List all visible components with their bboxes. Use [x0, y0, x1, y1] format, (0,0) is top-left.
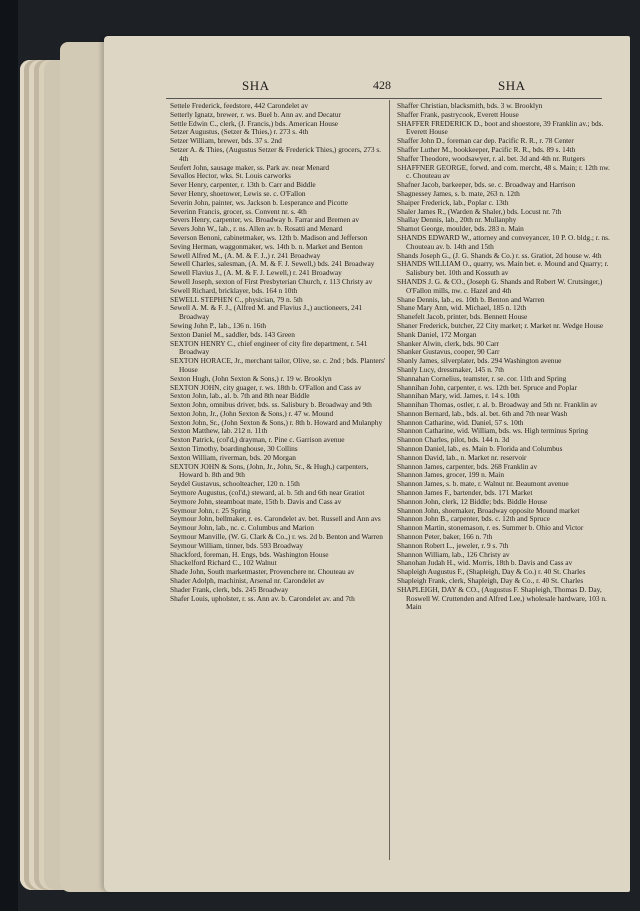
directory-entry: Shank Daniel, 172 Morgan: [397, 329, 477, 339]
directory-entry: Sexton John, Jr., (John Sexton & Sons,) r. 47 w. Mound: [170, 408, 334, 418]
column-divider: [389, 100, 390, 860]
directory-entry: Seymour Manville, (W. G. Clark & Co.,) r. ws. 2d b. Benton and Warren: [170, 532, 383, 542]
directory-entry: SEXTON JOHN, city guager, r. ws. 18th b. O'Fallon and Cass av: [170, 382, 362, 392]
directory-entry: Shanker Alwin, clerk, bds. 90 Carr: [397, 338, 499, 348]
book-binding: [0, 0, 18, 911]
directory-entry: Seymour John, bellmaker, r. es. Carondelet av. bet. Russell and Ann avs: [170, 514, 381, 524]
directory-entry: SHANDS J. G. & CO., (Joseph G. Shands and Robert W. Crutsinger,) O'Fallon mills, nw. c. Hazel and 4th: [397, 276, 603, 295]
header-left: SHA: [242, 78, 270, 93]
directory-entry: Shafner Jacob, barkeeper, bds. se. c. Broadway and Harrison: [397, 180, 576, 190]
directory-entry: Shannon Peter, baker, 166 n. 7th: [397, 532, 493, 542]
directory-entry: Sever Henry, shoetower, Lewis se. c. O'Fallon: [170, 188, 306, 198]
directory-entry: Shapleigh Frank, clerk, Shapleigh, Day & Co., r. 40 St. Charles: [397, 576, 584, 586]
directory-entry: Shannon Robert L., jeweler, r. 9 s. 7th: [397, 540, 509, 550]
directory-entry: Shane Mary Ann, wid. Michael, 185 n. 12th: [397, 303, 527, 313]
directory-entry: Shannon William, lab., 126 Christy av: [397, 549, 510, 559]
directory-entry: Sevallos Hector, wks. St. Louis carworks: [170, 171, 291, 181]
directory-entry: Shafer Louis, upholster, r. ss. Ann av. b. Carondelet av. and 7th: [170, 593, 355, 603]
directory-entry: SEXTON HENRY C., chief engineer of city fire department, r. 541 Broadway: [170, 338, 368, 357]
directory-entry: Shannon Charles, pilot, bds. 144 n. 3d: [397, 435, 510, 445]
directory-entry: Sexton John, omnibus driver, bds. ss. Salisbury b. Broadway and 9th: [170, 400, 372, 410]
directory-entry: Shannon James, grocer, 199 n. Main: [397, 470, 504, 480]
directory-entry: Setzer William, brewer, bds. 37 s. 2nd: [170, 136, 282, 146]
directory-entry: Shannon John, clerk, 12 Biddle; bds. Biddle House: [397, 496, 548, 506]
directory-entry: Shaler James R., (Warden & Shaler,) bds. Locust nr. 7th: [397, 206, 562, 216]
directory-entry: Shands Joseph G., (J. G. Shands & Co.) r. ss. Gratiot, 2d house w. 4th: [397, 250, 602, 260]
directory-entry: Shanefelt Jacob, printer, bds. Bennett House: [397, 312, 528, 322]
directory-entry: Shagnessey James, s. b. mate, 263 n. 12th: [397, 188, 520, 198]
directory-entry: Shannon James, carpenter, bds. 268 Franklin av: [397, 461, 538, 471]
directory-entry: Shannon John, shoemaker, Broadway opposite Mound market: [397, 505, 580, 515]
page-number: 428: [373, 78, 391, 92]
directory-entry: Shannon Daniel, lab., es. Main b. Florida and Columbus: [397, 444, 563, 454]
directory-entry: Shamot George, moulder, bds. 283 n. Main: [397, 224, 524, 234]
directory-entry: Shannihan John, carpenter, r. ws. 12th bet. Spruce and Poplar: [397, 382, 577, 392]
directory-entry: Shackford, foreman, H. Engs, bds. Washington House: [170, 549, 329, 559]
directory-entry: Sexton Daniel M., saddler, bds. 143 Green: [170, 329, 295, 339]
directory-entry: SEXTON HORACE, Jr., merchant tailor, Olive, se. c. 2nd ; bds. Planters' House: [170, 356, 386, 374]
directory-entry: Seymour William, tinner, bds. 593 Broadway: [170, 540, 304, 550]
directory-entry: Sexton John, lab., al. b. 7th and 8th near Biddle: [170, 391, 310, 401]
directory-entry: Shaffer Theodore, woodsawyer, r. al. bet. 3d and 4th nr. Rutgers: [397, 153, 585, 163]
page-header: [104, 78, 630, 96]
directory-entry: Seymour John, r. 25 Spring: [170, 505, 251, 515]
directory-entry: Shannon Catharine, wid. William, bds. ws. High terminus Spring: [397, 426, 589, 436]
directory-entry: SHAFFER FREDERICK D., boot and shoestore, 39 Franklin av.; bds. Everett House: [397, 118, 604, 137]
directory-entry: Sewell Charles, salesman, (A. M. & F. J. Sewell,) bds. 241 Broadway: [170, 259, 375, 269]
directory-entry: Setterly Ignatz, brewer, r. ws. Buel b. Ann av. and Decatur: [170, 109, 341, 119]
directory-entry: Seymore John, steamboat mate, 15th b. Davis and Cass av: [170, 496, 342, 506]
directory-entry: SEXTON JOHN & Sons, (John, Jr., John, Sr., & Hugh,) carpenters, Howard b. 8th and 9th: [170, 461, 369, 480]
left-column: [170, 102, 388, 603]
directory-entry: Severin John, painter, ws. Jackson b. Lesperance and Picotte: [170, 197, 348, 207]
directory-entry: Sewell Richard, bricklayer, bds. 164 n 10th: [170, 285, 298, 295]
directory-entry: Seymore Augustus, (col'd,) steward, al. b. 5th and 6th near Gratiot: [170, 488, 365, 498]
directory-entry: Severs Henry, carpenter, ws. Broadway b. Farrar and Bremen av: [170, 215, 360, 225]
directory-entry: Sewing John P., lab., 136 n. 16th: [170, 320, 267, 330]
directory-entry: Shanly James, silverplater, bds. 294 Washington avenue: [397, 356, 562, 366]
directory-entry: Shannon James F., bartender, bds. 171 Market: [397, 488, 533, 498]
directory-entry: Sewell Alfred M., (A. M. & F. J.,) r. 241 Broadway: [170, 250, 321, 260]
directory-entry: Shader Adolph, machinist, Arsenal nr. Carondelet av: [170, 576, 325, 586]
directory-entry: Severs John W., lab., r. ns. Allen av. b. Rosatti and Menard: [170, 224, 343, 234]
directory-entry: Shannahan Cornelius, teamster, r. se. cor. 11th and Spring: [397, 373, 567, 383]
directory-entry: Seufert John, sausage maker, ss. Park av. near Menard: [170, 162, 330, 172]
directory-entry: Sexton John, Sr., (John Sexton & Sons,) r. 8th b. Howard and Mulanphy: [170, 417, 383, 427]
right-column: [397, 102, 615, 612]
directory-entry: SHAFFNER GEORGE, forwd. and com. mercht, 48 s. Main; r. 12th nw. c. Chouteau av: [397, 162, 610, 181]
directory-entry: Sever Henry, carpenter, r. 13th b. Carr and Biddle: [170, 180, 316, 190]
directory-entry: SHANDS EDWARD W., attorney and conveyancer, 10 P. O. bldg.; r. ns. Chouteau av. b. 14th and 15th: [397, 232, 610, 251]
directory-entry: SEWELL STEPHEN C., physician, 79 n. 5th: [170, 294, 303, 304]
directory-entry: Shade John, South marketmaster, Provenchere nr. Chouteau av: [170, 567, 355, 577]
directory-entry: Shaffer Luther M., bookkeeper, Pacific R. R., bds. 89 s. 14th: [397, 144, 576, 154]
directory-entry: Shannihan Thomas, ostler, r. al. b. Broadway and 5th nr. Franklin av: [397, 400, 598, 410]
directory-entry: Seving Herman, waggonmaker, ws. 14th b. n. Market and Benton: [170, 241, 363, 251]
directory-entry: Shanker Gustavus, cooper, 90 Carr: [397, 347, 500, 357]
directory-entry: Sexton Timothy, boardinghouse, 30 Collins: [170, 444, 298, 454]
directory-entry: Seydel Gustavus, schoolteacher, 120 n. 15th: [170, 479, 300, 489]
directory-entry: SHAPLEIGH, DAY & CO., (Augustus F. Shapleigh, Thomas D. Day, Roswell W. Cruttenden and Alfred Lee,) wholesale hardware, 103 n. Main: [397, 584, 607, 612]
directory-entry: Shackelford Richard C., 102 Walnut: [170, 558, 277, 568]
directory-entry: Severinn Francis, grocer, ss. Convent nr. s. 4th: [170, 206, 307, 216]
directory-entry: Shaffer John D., foreman car dep. Pacific R. R., r. 78 Center: [397, 136, 574, 146]
directory-entry: Shaner Frederick, butcher, 22 City market; r. Market nr. Wedge House: [397, 320, 604, 330]
directory-entry: Severson Benoni, cabinetmaker, ws. 12th b. Madison and Jefferson: [170, 232, 368, 242]
header-right: SHA: [498, 78, 526, 93]
directory-entry: Shader Frank, clerk, bds. 245 Broadway: [170, 584, 289, 594]
header-rule: [166, 98, 602, 99]
directory-entry: Setzer Augustus, (Setzer & Thies,) r. 273 s. 4th: [170, 127, 309, 137]
directory-entry: Shannon John B., carpenter, bds. c. 12th and Spruce: [397, 514, 550, 524]
directory-entry: Shannon Catharine, wid. Daniel, 57 s. 10th: [397, 417, 524, 427]
directory-entry: Settle Edwin C., clerk, (J. Francis,) bds. American House: [170, 118, 339, 128]
directory-entry: Shaffer Christian, blacksmith, bds. 3 w. Brooklyn: [397, 101, 543, 110]
directory-entry: Settele Frederick, feedstore, 442 Carondelet av: [170, 101, 309, 110]
directory-entry: Shannon Martin, stonemason, r. es. Summer b. Ohio and Victor: [397, 523, 584, 533]
directory-entry: Shannon Bernard, lab., bds. al. bet. 6th and 7th near Wash: [397, 408, 568, 418]
directory-entry: Shanly Lucy, dressmaker, 145 n. 7th: [397, 364, 504, 374]
directory-entry: Sexton Matthew, lab. 212 n. 11th: [170, 426, 268, 436]
directory-entry: Shanohan Judah H., wid. Morris, 18th b. Davis and Cass av: [397, 558, 573, 568]
directory-entry: Sexton William, riverman, bds. 20 Morgan: [170, 452, 296, 462]
directory-entry: Shapleigh Augustus F., (Shapleigh, Day & Co.) r. 40 St. Charles: [397, 567, 586, 577]
directory-entry: Sewell Flavius J., (A. M. & F. J. Lewell,) r. 241 Broadway: [170, 268, 342, 278]
directory-entry: Sewell A. M. & F. J., (Alfred M. and Flavius J.,) auctioneers, 241 Broadway: [170, 303, 363, 322]
directory-entry: SHANDS WILLIAM O., quarry, ws. Main bet. e. Mound and Quarry; r. Salisbury bet. 10th and Kossuth av: [397, 259, 609, 278]
directory-entry: Shannihan Mary, wid. James, r. 14 s. 10th: [397, 391, 520, 401]
directory-entry: Sexton Patrick, (col'd,) drayman, r. Pine c. Garrison avenue: [170, 435, 345, 445]
directory-entry: Setzer A. & Thies, (Augustus Setzer & Frederick Thies,) grocers, 273 s. 4th: [170, 144, 382, 163]
directory-entry: Shane Dennis, lab., es. 10th b. Benton and Warren: [397, 294, 545, 304]
directory-entry: Seymour John, lab., nc. c. Columbus and Marion: [170, 523, 315, 533]
directory-entry: Shannon David, lab., n. Market nr. reservoir: [397, 452, 527, 462]
directory-entry: Sewell Joseph, sexton of First Presbyterian Church, r. 113 Christy av: [170, 276, 373, 286]
directory-entry: Shallay Dennis, lab., 20th nr. Mullanphy: [397, 215, 517, 225]
directory-entry: Shaiper Frederick, lab., Poplar c. 13th: [397, 197, 509, 207]
directory-page: [104, 36, 630, 892]
directory-entry: Shannon James, s. b. mate, r. Walnut nr. Beaumont avenue: [397, 479, 569, 489]
directory-entry: Sexton Hugh, (John Sexton & Sons,) r. 19 w. Brooklyn: [170, 373, 332, 383]
directory-entry: Shaffer Frank, pastrycook, Everett House: [397, 109, 519, 119]
